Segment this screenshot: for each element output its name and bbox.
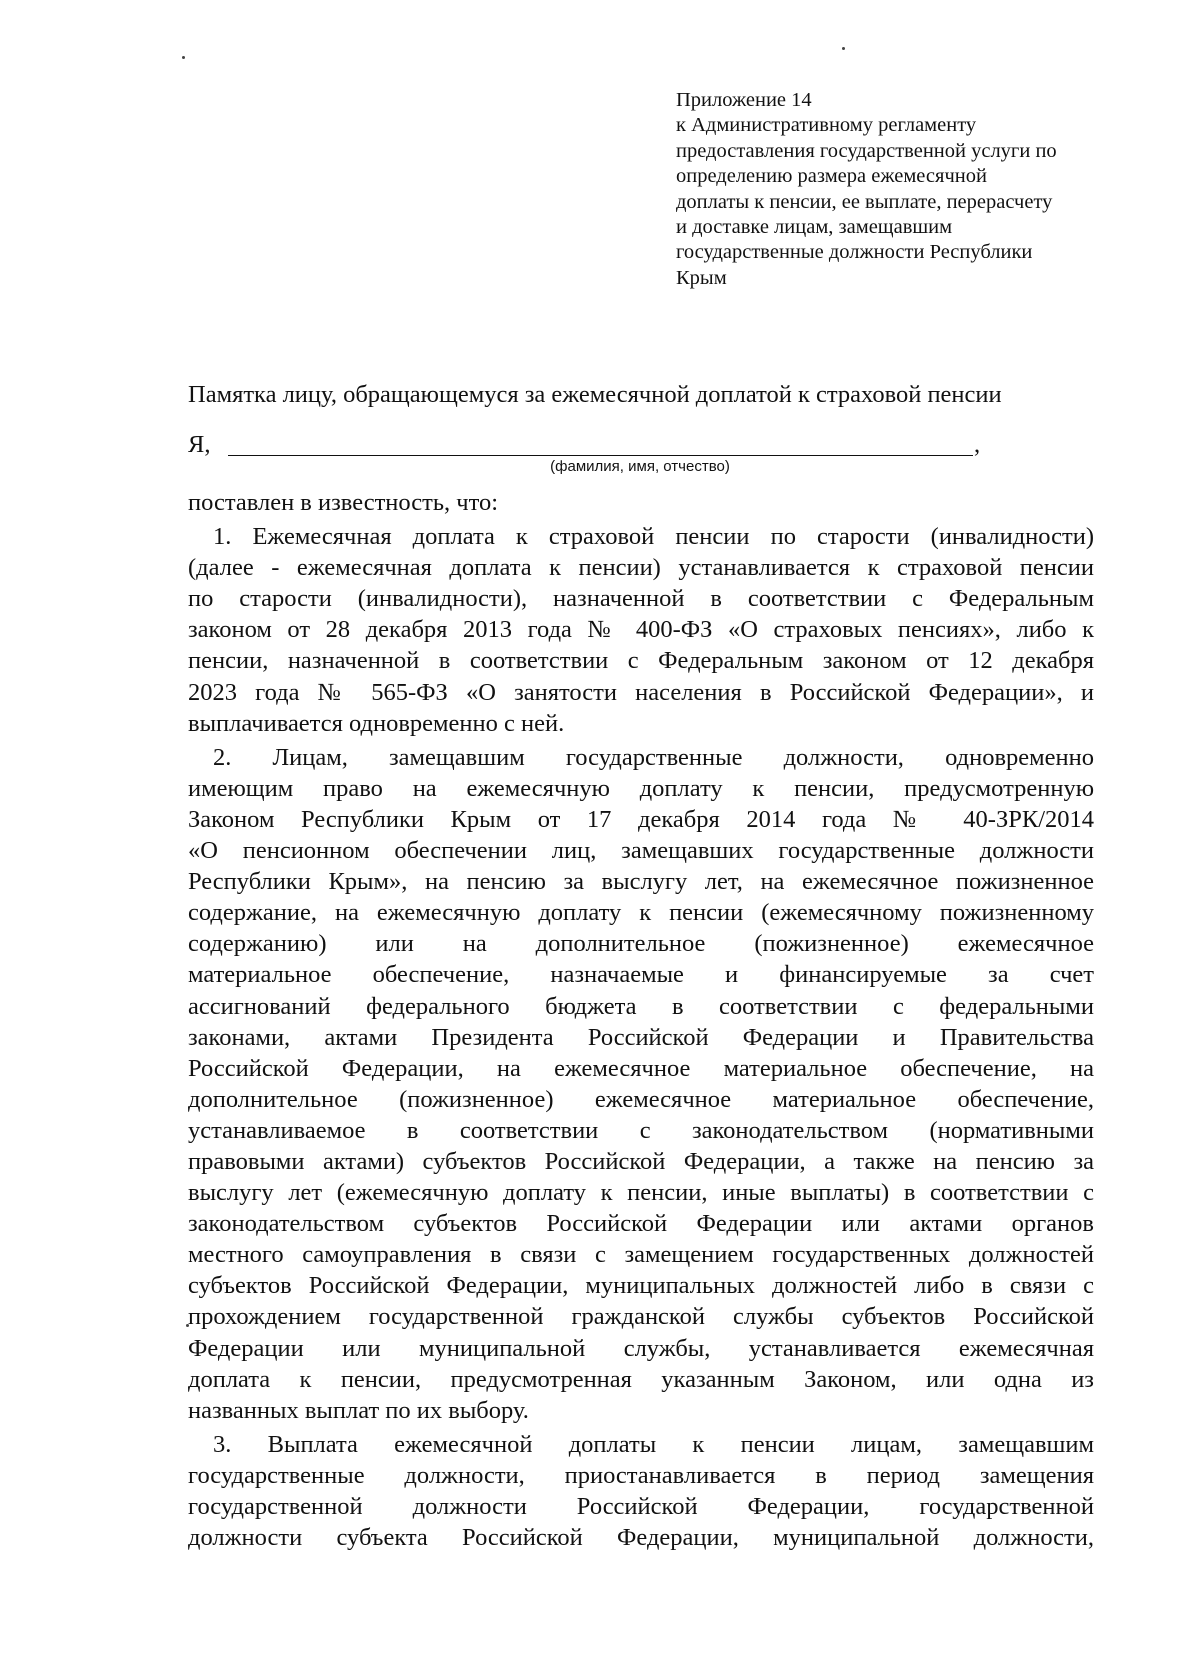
name-trailing-comma: ,	[974, 431, 981, 458]
appendix-line: Приложение 14	[676, 89, 812, 111]
paragraph-2-line: прохождением государственной гражданской службы субъектов Российской	[188, 1303, 1094, 1331]
paragraph-2-line: ассигнований федерального бюджета в соответствии с федеральными	[188, 992, 1094, 1020]
paragraph-2-line: 2. Лицам, замещавшим государственные должности, одновременно	[213, 743, 1094, 771]
appendix-line: и доставке лицам, замещавшим	[676, 216, 953, 239]
paragraph-1-line: по старости (инвалидности), назначенной в соответствии с Федеральным	[188, 585, 1094, 613]
appendix-line: к Административному регламенту	[676, 114, 977, 137]
appendix-header	[676, 88, 1126, 291]
appendix-line: доплаты к пенсии, ее выплате, перерасчету	[676, 190, 1053, 213]
scan-speck	[842, 47, 845, 50]
paragraph-3-line: государственной должности Российской Федерации, государственной	[188, 1493, 1094, 1520]
paragraph-2-line: выслугу лет (ежемесячную доплату к пенсии, иные выплаты) в соответствии с	[188, 1179, 1094, 1207]
paragraph-2-line: Законом Республики Крым от 17 декабря 2014 года № 40-ЗРК/2014	[188, 805, 1094, 833]
paragraph-3-line: 3. Выплата ежемесячной доплаты к пенсии лицам, замещавшим	[213, 1430, 1094, 1458]
paragraph-1-line: (далее - ежемесячная доплата к пенсии) устанавливается к страховой пенсии	[188, 554, 1094, 582]
appendix-line: предоставления государственной услуги по	[676, 139, 1057, 162]
paragraph-3-line: государственные должности, приостанавливается в период замещения	[188, 1461, 1094, 1489]
paragraph-2-line: названных выплат по их выбору.	[188, 1396, 529, 1424]
paragraph-2-line: правовыми актами) субъектов Российской Федерации, а также на пенсию за	[188, 1147, 1094, 1175]
paragraph-2-line: содержание, на ежемесячную доплату к пенсии (ежемесячному пожизненному	[188, 899, 1094, 927]
name-field-caption: (фамилия, имя, отчество)	[550, 458, 730, 475]
paragraph-2-line: законами, актами Президента Российской Федерации и Правительства	[188, 1023, 1094, 1051]
paragraph-2-line: материальное обеспечение, назначаемые и финансируемые за счет	[188, 961, 1094, 989]
appendix-line: государственные должности Республики	[676, 241, 1033, 264]
paragraph-1-line: 2023 года № 565-ФЗ «О занятости населения в Российской Федерации», и	[188, 678, 1094, 706]
paragraph-2-line: субъектов Российской Федерации, муниципальных должностей либо в связи с	[188, 1272, 1094, 1300]
paragraph-2-line: Федерации или муниципальной службы, устанавливается ежемесячная	[188, 1334, 1094, 1362]
paragraph-1-line: пенсии, назначенной в соответствии с Федеральным законом от 12 декабря	[188, 647, 1094, 675]
paragraph-3-line: должности субъекта Российской Федерации, муниципальной должности,	[188, 1524, 1094, 1552]
paragraph-1-line: выплачивается одновременно с ней.	[188, 709, 565, 737]
memo-title: Памятка лицу, обращающемуся за ежемесячной доплатой к страховой пенсии	[188, 381, 1002, 408]
intro-line: поставлен в известность, что:	[188, 489, 499, 516]
name-prefix: Я,	[188, 431, 211, 458]
name-blank-line[interactable]	[228, 455, 973, 456]
paragraph-2-line: доплата к пенсии, предусмотренная указанным Законом, или одна из	[188, 1365, 1094, 1393]
paragraph-2-line: устанавливаемое в соответствии с законодательством (нормативными	[188, 1116, 1094, 1144]
paragraph-2-line: содержанию) или на дополнительное (пожизненное) ежемесячное	[188, 930, 1094, 958]
paragraph-2-line: Республики Крым», на пенсию за выслугу лет, на ежемесячное пожизненное	[188, 868, 1094, 896]
paragraph-2-line: имеющим право на ежемесячную доплату к пенсии, предусмотренную	[188, 774, 1094, 802]
paragraph-2-line: «О пенсионном обеспечении лиц, замещавших государственные должности	[188, 837, 1094, 865]
paragraph-2-line: законодательством субъектов Российской Федерации или актами органов	[188, 1210, 1094, 1238]
scan-speck	[182, 56, 185, 59]
paragraph-2-line: дополнительное (пожизненное) ежемесячное материальное обеспечение,	[188, 1085, 1094, 1113]
paragraph-1-line: законом от 28 декабря 2013 года № 400-ФЗ «О страховых пенсиях», либо к	[188, 616, 1094, 644]
memo-body	[188, 487, 1094, 1553]
paragraph-1-line: 1. Ежемесячная доплата к страховой пенсии по старости (инвалидности)	[213, 523, 1094, 551]
appendix-line: Крым	[676, 266, 727, 289]
appendix-line: определению размера ежемесячной	[676, 165, 987, 188]
paragraph-2-line: Российской Федерации, на ежемесячное материальное обеспечение, на	[188, 1054, 1094, 1082]
paragraph-2-line: местного самоуправления в связи с замещением государственных должностей	[188, 1241, 1094, 1269]
